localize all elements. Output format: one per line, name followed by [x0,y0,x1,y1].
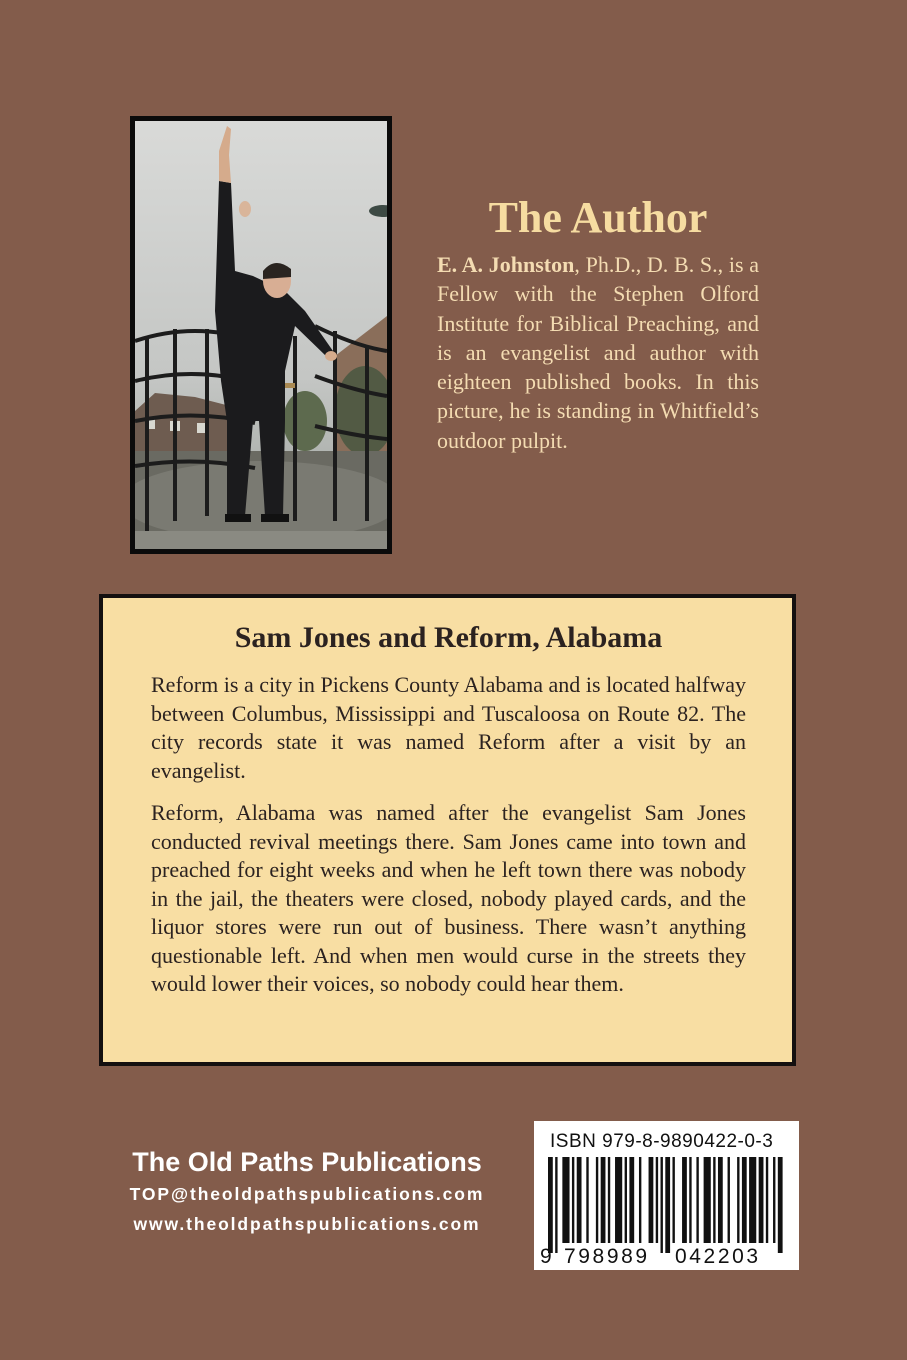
barcode-stripe [572,1157,574,1243]
barcode-stripe [773,1157,775,1243]
barcode-digits-group1: 798989 [564,1245,650,1268]
barcode-stripe [596,1157,598,1243]
publisher-email: TOP@theoldpathspublications.com [129,1184,485,1204]
barcode-stripe [601,1157,606,1243]
barcode-stripe [682,1157,687,1243]
author-bio-text: , Ph.D., D. B. S., is a Fellow with the Stephen Olford Institute for Biblical Preaching, and is an evangelist and author with eighteen published books. In this picture, he is standing in Whitfield’s outdoor pulpit. [437,252,759,453]
barcode-stripe [615,1157,622,1243]
author-photo [130,116,392,554]
publisher-name: The Old Paths Publications [132,1147,482,1177]
barcode-stripe [689,1157,691,1243]
author-section [437,192,759,455]
story-box [99,594,796,1066]
barcode-bars [548,1157,785,1253]
barcode-stripe [562,1157,569,1243]
barcode-stripe [778,1157,783,1253]
barcode-digits-group2: 042203 [675,1245,761,1268]
barcode-stripe [696,1157,698,1243]
barcode-stripe [665,1157,670,1253]
barcode-stripe [759,1157,764,1243]
barcode-stripe [639,1157,641,1243]
barcode-stripe [656,1157,658,1243]
barcode-stripe [718,1157,723,1243]
author-bio [437,250,759,455]
author-photo-image [135,121,387,549]
story-paragraph: Reform, Alabama was named after the evangelist Sam Jones conducted revival meetings there. Sam Jones came into town and preached for eight weeks and when he left town there was nobody in the jail, the theaters were closed, nobody played cards, and the liquor stores were run out of business. There wasn’t anything questionable left. And when men would curse in the streets they would lower their voices, so nobody could hear them. [151,800,746,996]
barcode-stripe [713,1157,715,1243]
barcode-stripe [608,1157,610,1243]
barcode-stripe [586,1157,588,1243]
barcode-stripe [629,1157,634,1243]
author-heading: The Author [488,193,708,242]
barcode-stripe [742,1157,747,1243]
barcode-digit-first: 9 [540,1245,552,1268]
barcode-stripe [766,1157,768,1243]
story-title: Sam Jones and Reform, Alabama [234,621,663,654]
barcode-stripe [728,1157,730,1243]
author-name: E. A. Johnston [437,252,575,277]
barcode-stripe [555,1157,557,1253]
barcode-stripe [625,1157,627,1243]
barcode-stripe [704,1157,711,1243]
barcode-stripe [737,1157,739,1243]
barcode-stripe [649,1157,654,1243]
barcode-stripe [548,1157,553,1253]
barcode-stripe [577,1157,582,1243]
publisher-website: www.theoldpathspublications.com [133,1214,481,1234]
story-paragraph: Reform is a city in Pickens County Alabama and is located halfway between Columbus, Mississippi and Tuscaloosa on Route 82. The city records state it was named Reform after a visit by an evangelist. [151,672,746,783]
publisher-info [112,1145,502,1239]
isbn-barcode [534,1121,799,1270]
barcode-stripe [672,1157,674,1243]
barcode-stripe [661,1157,663,1253]
barcode-stripe [749,1157,756,1243]
isbn-label: ISBN 979-8-9890422-0-3 [550,1131,774,1152]
